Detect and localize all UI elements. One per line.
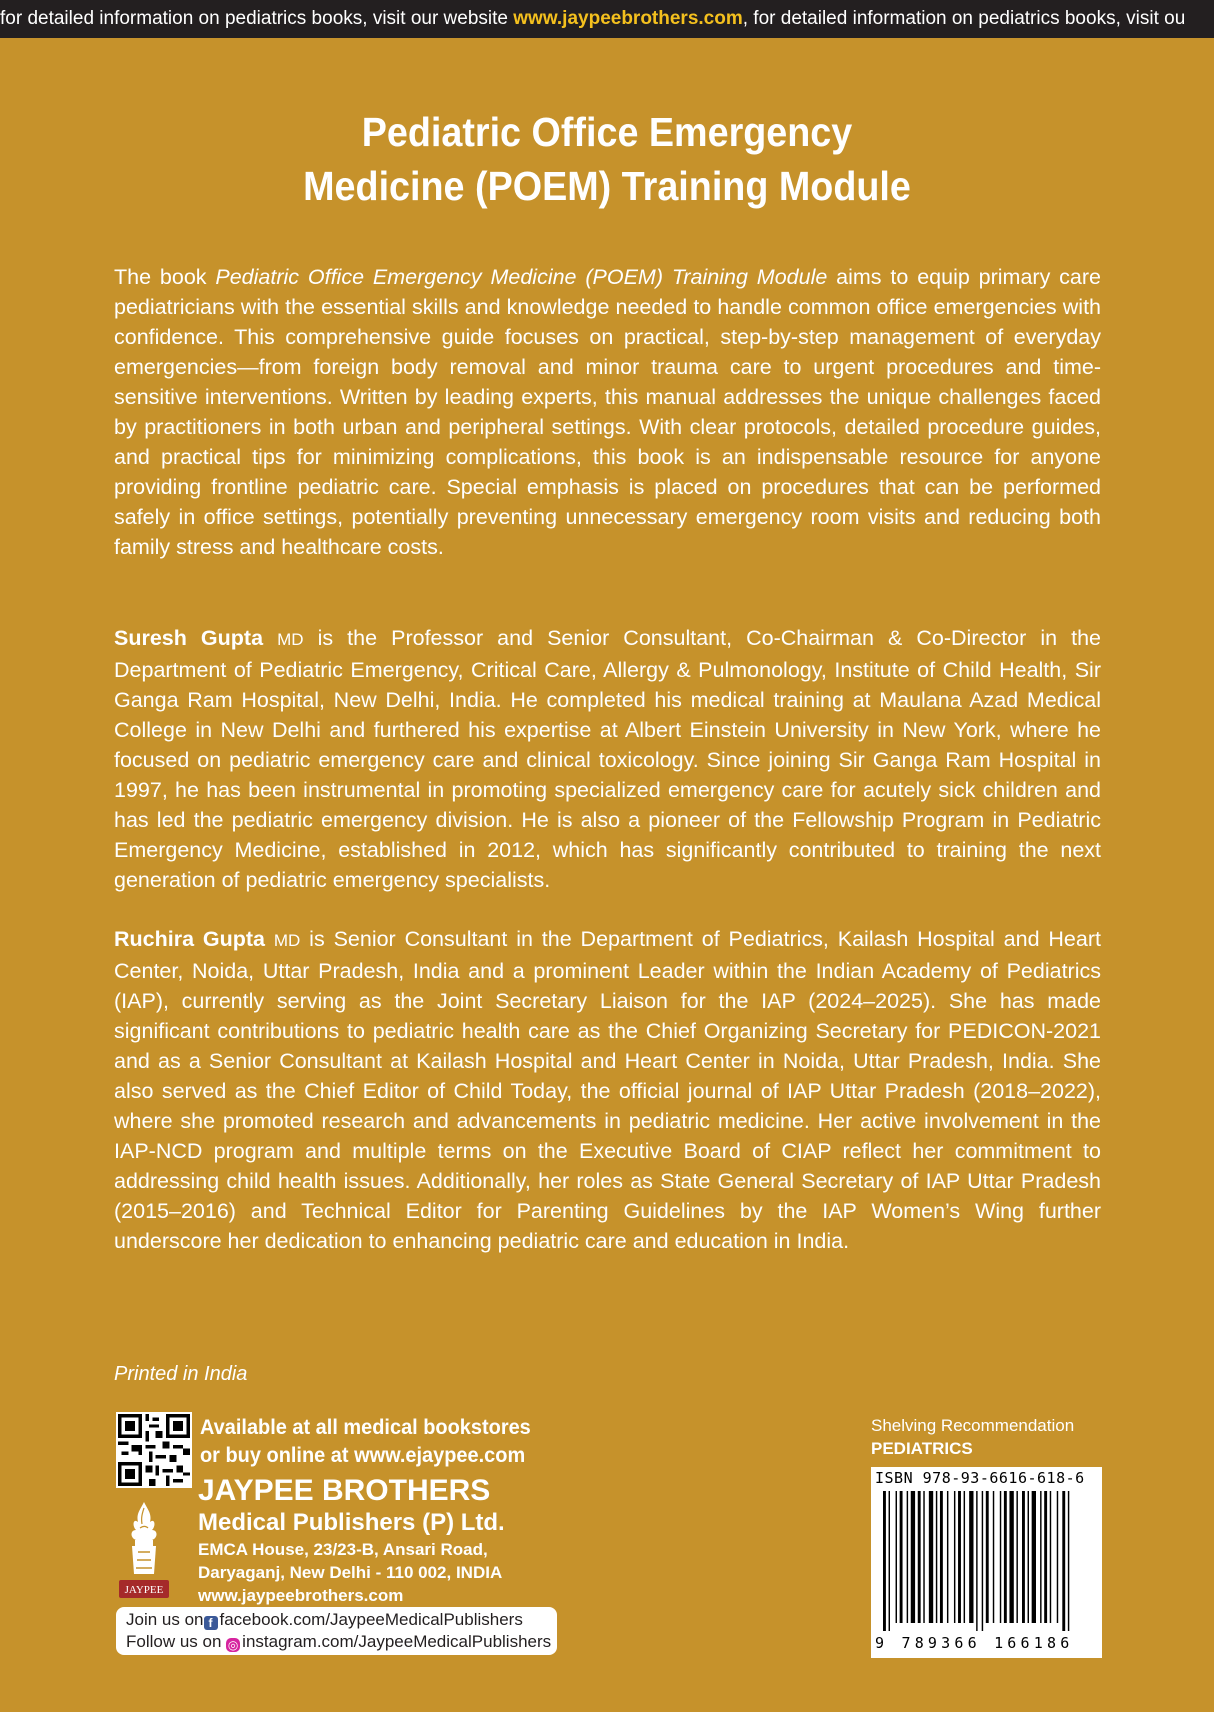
publisher-website-link[interactable]: www.jaypeebrothers.com — [198, 1586, 404, 1605]
shelving-recommendation — [871, 1414, 1074, 1460]
publisher-name: JAYPEE BROTHERS — [198, 1474, 491, 1507]
barcode-bar — [1057, 1491, 1058, 1623]
barcode-bar — [993, 1491, 994, 1623]
address-line-2: Daryaganj, New Delhi - 110 002, INDIA — [198, 1563, 503, 1582]
banner-url-link[interactable]: www.jaypeebrothers.com — [513, 8, 743, 29]
description-book-title: Pediatric Office Emergency Medicine (POEM) Training Module — [215, 265, 828, 289]
barcode-bar — [940, 1491, 943, 1623]
title-line-2: Medicine (POEM) Training Module — [303, 163, 911, 209]
barcode-bar — [1032, 1491, 1036, 1623]
barcode-bar — [923, 1491, 924, 1623]
book-title — [49, 105, 1166, 213]
facebook-link[interactable]: facebook.com/JaypeeMedicalPublishers — [219, 1610, 523, 1629]
isbn-digits: 9 789366 166186 — [875, 1634, 1074, 1652]
address-line-1: EMCA House, 23/23-B, Ansari Road, — [198, 1540, 488, 1559]
author-name: Suresh Gupta — [114, 626, 264, 650]
instagram-row[interactable] — [126, 1631, 557, 1653]
banner-suffix: , for detailed information on pediatrics books, visit ou — [742, 8, 1186, 29]
publisher-subtitle: Medical Publishers (P) Ltd. — [198, 1509, 505, 1536]
barcode-bar — [958, 1491, 961, 1623]
barcode-bar — [918, 1491, 921, 1623]
barcode-bar — [883, 1491, 886, 1631]
barcode-bar — [986, 1491, 989, 1623]
logo-text: JAYPEE — [124, 1584, 164, 1596]
author-bio-ruchira — [114, 924, 1101, 1256]
barcode-bar — [1050, 1491, 1051, 1623]
barcode-bar — [1028, 1491, 1029, 1623]
barcode-bar — [976, 1491, 977, 1631]
isbn-top-text: ISBN 978-93-6616-618-6 — [875, 1469, 1085, 1487]
barcode-bar — [1009, 1491, 1013, 1623]
author-name: Ruchira Gupta — [114, 927, 266, 951]
barcode-bar — [1040, 1491, 1041, 1623]
barcode-bar — [1068, 1491, 1069, 1631]
barcode-bar — [936, 1491, 937, 1623]
barcode-bar — [954, 1491, 955, 1623]
barcode-bars — [883, 1491, 1090, 1631]
top-banner — [0, 0, 1214, 38]
barcode-bar — [911, 1491, 915, 1623]
publisher-address — [198, 1538, 502, 1607]
barcode-bar — [889, 1491, 890, 1631]
qr-code-icon[interactable] — [116, 1412, 192, 1488]
description-text: aims to equip primary care pediatricians with the essential skills and knowledge needed to handle common office emergencies with confidence. This comprehensive guide focuses on practical, step-by-step management of everyday emergencies—from foreign body removal and minor trauma care to urgent procedures and time-sensitive interventions. Written by leading experts, this manual addresses the unique challenges faced by practitioners in both urban and peripheral settings. With clear protocols, detailed procedure guides, and practical tips for minimizing complications, this book is an indispensable resource for anyone providing frontline pediatric care. Special emphasis is placed on procedures that can be performed safely in office settings, potentially preventing unnecessary emergency room visits and reducing both family stress and healthcare costs. — [114, 265, 1101, 559]
instagram-icon: ◎ — [227, 1638, 239, 1652]
barcode-bar — [982, 1491, 983, 1631]
barcode-bar — [964, 1491, 965, 1623]
availability-line-2: or buy online at www.ejaypee.com — [200, 1444, 526, 1467]
shelving-value: PEDIATRICS — [871, 1439, 973, 1458]
description-lead: The book — [114, 265, 216, 289]
author-bio-text: is the Professor and Senior Consultant, Co-Chairman & Co-Director in the Department of Pediatric Emergency, Critical Care, Allergy & Pulmonology, Institute of Child Health, Sir Ganga Ram Hospital, New Delhi, India. He completed his medical training at Maulana Azad Medical College in New Delhi and furthered his expertise at Albert Einstein University in New York, where he focused on pediatric emergency care and clinical toxicology. Since joining Sir Ganga Ram Hospital in 1997, he has been instrumental in promoting specialized emergency care for acutely sick children and has led the pediatric emergency division. He is also a pioneer of the Fellowship Program in Pediatric Emergency Medicine, established in 2012, which has significantly contributed to training the next generation of pediatric emergency specialists. — [114, 626, 1102, 892]
banner-prefix: for detailed information on pediatrics books, visit our website — [0, 8, 514, 29]
author-bio-suresh — [114, 623, 1101, 895]
barcode-bar — [1044, 1491, 1047, 1623]
barcode-bar — [907, 1491, 908, 1623]
barcode-bar — [896, 1491, 897, 1623]
author-bio-text: is Senior Consultant in the Department of Pediatrics, Kailash Hospital and Heart Center, Noida, Uttar Pradesh, India and a prominent Leader within the Indian Academy of Pediatrics (IAP), currently serving as the Joint Secretary Liaison for the IAP (2024–2025). She has made significant contributions to pediatric health care as the Chief Organizing Secretary for PEDICON-2021 and as a Senior Consultant at Kailash Hospital and Heart Center in Noida, Uttar Pradesh, India. She also served as the Chief Editor of Child Today, the official journal of IAP Uttar Pradesh (2018–2022), where she promoted research and advancements in pediatric medicine. Her active involvement in the IAP-NCD program and multiple terms on the Executive Board of CIAP reflect her commitment to addressing child health issues. Additionally, her roles as State General Secretary of IAP Uttar Pradesh (2015–2016) and Technical Editor for Parenting Guidelines by the IAP Women’s Wing further underscore her dedication to enhancing pediatric care and education in India. — [114, 927, 1101, 1253]
instagram-lead: Follow us on — [126, 1632, 222, 1651]
barcode-bar — [1016, 1491, 1017, 1623]
printed-in: Printed in India — [114, 1363, 248, 1385]
barcode-bar — [1004, 1491, 1007, 1623]
barcode-bar — [1022, 1491, 1025, 1623]
barcode-bar — [947, 1491, 948, 1623]
facebook-row[interactable] — [126, 1609, 557, 1631]
author-degree: MD — [277, 630, 304, 649]
availability-line-1: Available at all medical bookstores — [200, 1416, 531, 1439]
instagram-link[interactable]: instagram.com/JaypeeMedicalPublishers — [242, 1632, 552, 1651]
description-paragraph — [114, 262, 1101, 562]
barcode-bar — [900, 1491, 903, 1623]
barcode-bar — [1062, 1491, 1065, 1631]
shelving-label: Shelving Recommendation — [871, 1416, 1075, 1435]
availability-text — [200, 1414, 531, 1470]
jaypee-logo-icon — [116, 1498, 172, 1602]
facebook-icon: f — [204, 1616, 218, 1630]
author-degree: MD — [273, 931, 301, 950]
title-line-1: Pediatric Office Emergency — [361, 109, 853, 155]
barcode-bar — [929, 1491, 933, 1623]
facebook-lead: Join us on — [126, 1610, 204, 1629]
social-links-box — [116, 1607, 557, 1655]
isbn-barcode — [871, 1467, 1102, 1658]
barcode-bar — [1000, 1491, 1001, 1623]
barcode-bar — [969, 1491, 973, 1623]
